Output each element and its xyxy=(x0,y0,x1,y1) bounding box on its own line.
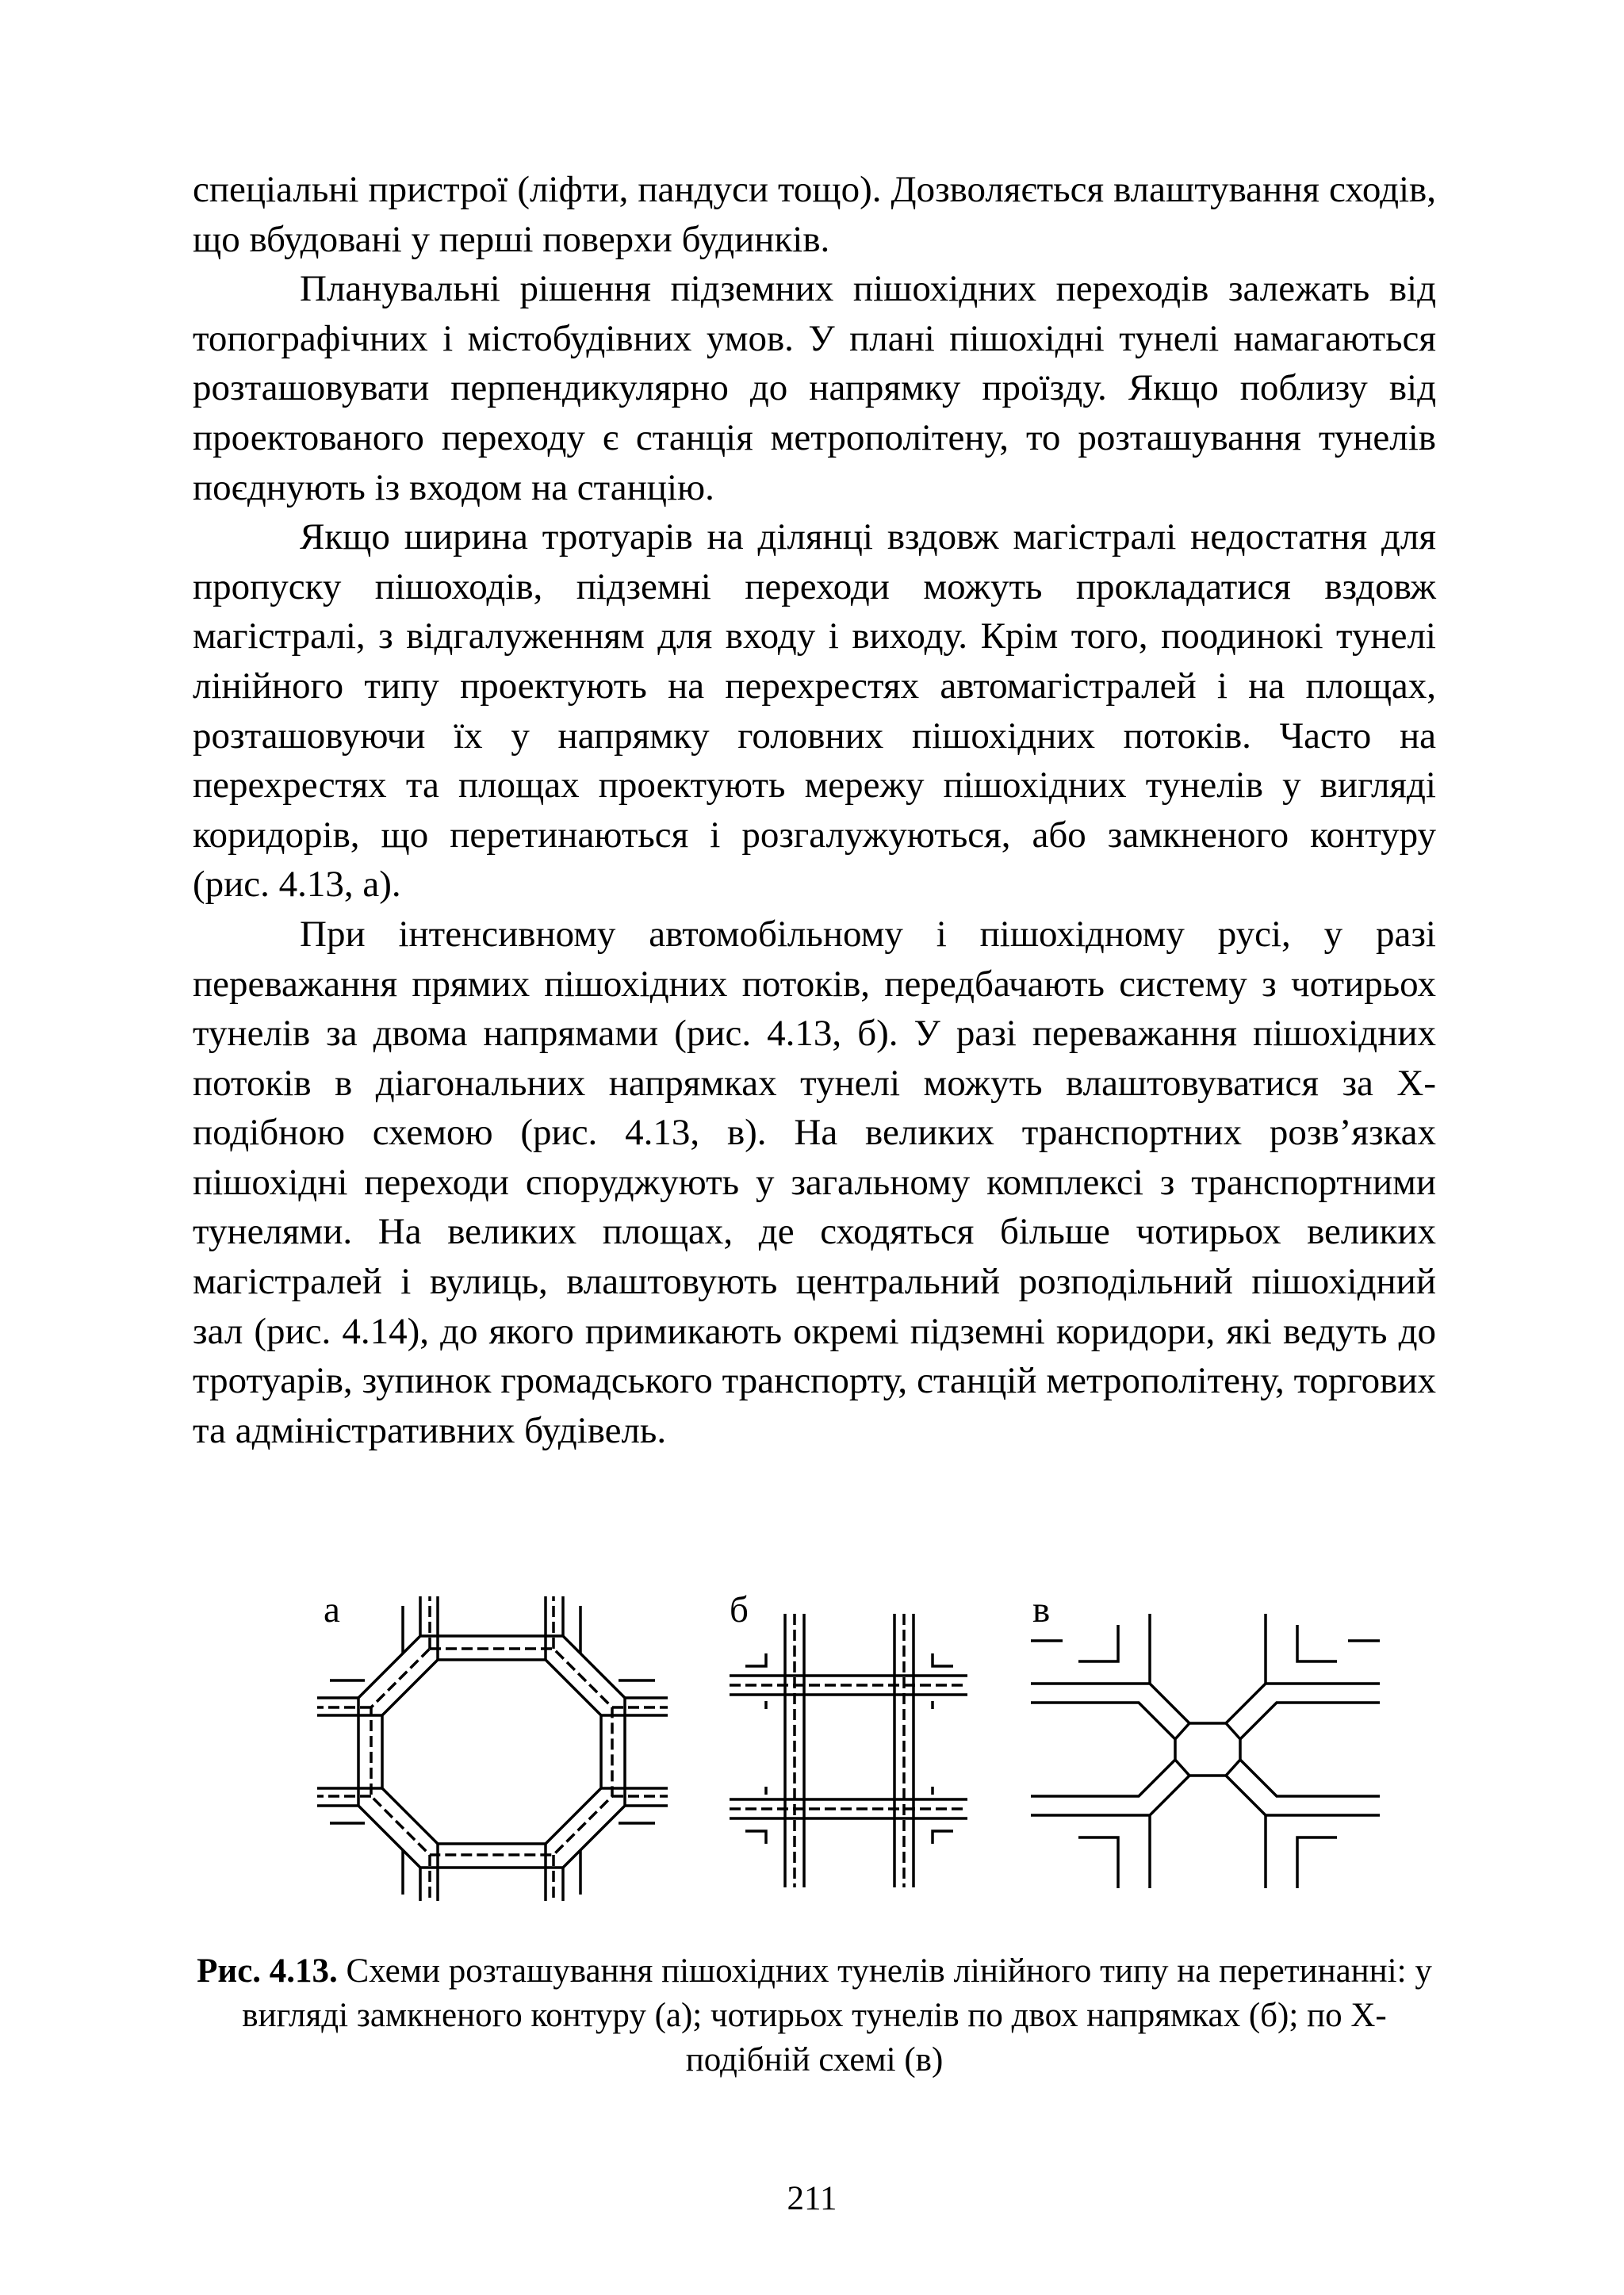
paragraph-1: спеціальні пристрої (ліфти, пандуси тощо). Дозволяється влаштування сходів, що вбудовані у перші поверхи будинків. xyxy=(193,169,1436,260)
body-text xyxy=(193,165,1436,1455)
paragraph-4: При інтенсивному автомобільному і пішохідному русі, у разі переважання прямих пішохідних потоків, передбачають систему з чотирьох тунелів за двома напрямами (рис. 4.13, б). У разі переважання пішохідних потоків в діагональних напрямках тунелі можуть влаштовуватися за Х-подібною схемою (рис. 4.13, в). На великих транспортних розв’язках пішохідні переходи споруджують у загальному комплексі з транспортними тунелями. На великих площах, де сходяться більше чотирьох великих магістралей і вулиць, влаштовують центральний розподільний пішохідний зал (рис. 4.14), до якого примикають окремі підземні коридори, які ведуть до тротуарів, зупинок громадського транспорту, станцій метрополітену, торгових та адміністративних будівель. xyxy=(193,913,1436,1451)
paragraph-2: Планувальні рішення підземних пішохідних переходів залежать від топографічних і містобудівних умов. У плані пішохідні тунелі намагаються розташовувати перпендикулярно до напрямку проїзду. Якщо поблизу від проектованого переходу є станція метрополітену, то розташування тунелів поєднують із входом на станцію. xyxy=(193,268,1436,508)
figure-4-13 xyxy=(301,1590,1427,1907)
paragraph-3: Якщо ширина тротуарів на ділянці вздовж магістралі недостатня для пропуску пішоходів, підземні переходи можуть прокладатися вздовж магістралі, з відгалуженням для входу і виходу. Крім того, поодинокі тунелі лінійного типу проектують на перехрестях автомагістралей і на площах, розташовуючи їх у напрямку головних пішохідних потоків. Часто на перехрестях та площах проектують мережу пішохідних тунелів у вигляді коридорів, що перетинаються і розгалужуються, або замкненого контуру (рис. 4.13, а). xyxy=(193,516,1436,906)
scheme-c-label: в xyxy=(1032,1589,1051,1630)
figure-caption xyxy=(193,1949,1436,2082)
page-number: 211 xyxy=(787,2180,837,2217)
scheme-c-drawing xyxy=(1031,1590,1404,1907)
scheme-b-four-tunnels xyxy=(730,1590,999,1907)
scheme-a-closed-contour xyxy=(301,1590,698,1907)
figure-caption-text: Схеми розташування пішохідних тунелів лінійного типу на перетинанні: у вигляді замкненого контуру (а); чотирьох тунелів по двох напрямках (б); по Х-подібній схемі (в) xyxy=(242,1952,1432,2079)
scheme-a-label: а xyxy=(324,1589,340,1630)
scheme-b-drawing xyxy=(730,1590,999,1907)
scheme-a-drawing xyxy=(301,1590,698,1907)
scheme-b-label: б xyxy=(730,1589,749,1630)
figure-caption-number: Рис. 4.13. xyxy=(197,1952,338,1990)
scheme-c-x-shaped xyxy=(1031,1590,1404,1907)
